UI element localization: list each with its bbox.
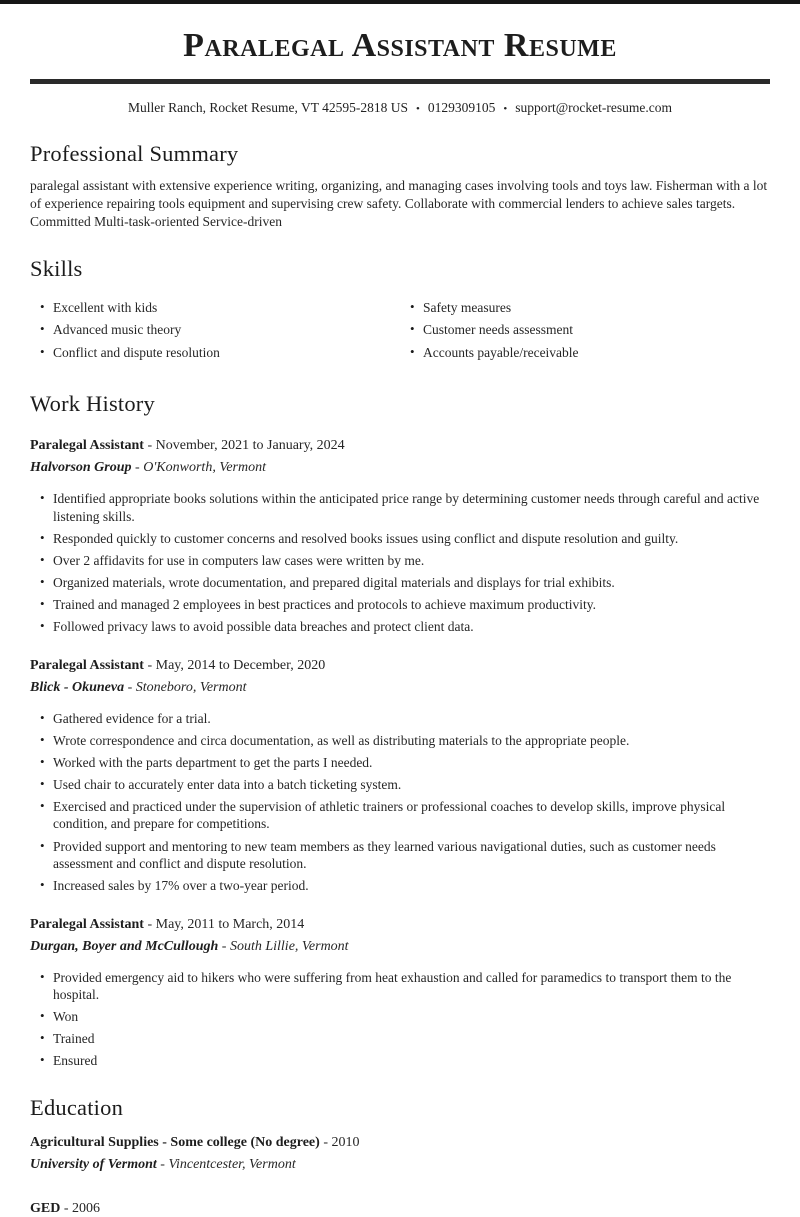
- section-heading-summary: Professional Summary: [30, 140, 239, 166]
- job-bullet: • Provided emergency aid to hikers who were suffering from heat exhaustion and called for paramedics to transport them to the hospital.: [53, 969, 770, 1004]
- job-bullet: • Trained and managed 2 employees in best practices and protocols to achieve maximum productivity.: [53, 596, 770, 614]
- separator: -: [124, 679, 136, 695]
- job-title: Paralegal Assistant: [30, 657, 144, 673]
- job-title: Paralegal Assistant: [30, 916, 144, 932]
- job-location: Stoneboro, Vermont: [135, 679, 247, 695]
- skill-item: • Accounts payable/receivable: [423, 344, 770, 362]
- skills-list-right: [400, 299, 770, 365]
- contact-address: Muller Ranch, Rocket Resume, VT 42595-2818 US: [128, 99, 408, 115]
- job-company-line: [30, 939, 770, 955]
- section-heading-skills: Skills: [30, 255, 83, 281]
- job-company-line: [30, 680, 770, 696]
- separator: -: [156, 1156, 169, 1172]
- job-entry: [30, 917, 770, 1070]
- job-entry: [30, 438, 770, 635]
- job-title-line: [30, 658, 770, 674]
- summary-text: paralegal assistant with extensive experience writing, organizing, and managing cases involving tools and toys law. Fisherman with a lot of experience repairing tools equipment and supervising crew safety. Collaborate with commercial lenders to achieve sales targets. Committed Multi-task-oriented Service-driven: [30, 177, 768, 229]
- skill-item: • Customer needs assessment: [423, 321, 770, 339]
- job-bullet: • Over 2 affidavits for use in computers law cases were written by me.: [53, 552, 770, 570]
- job-location: South Lillie, Vermont: [229, 938, 349, 954]
- education-entry: [30, 1201, 770, 1217]
- education-program-line: [30, 1201, 770, 1217]
- job-bullet: • Wrote correspondence and circa documentation, as well as distributing materials to the appropriate people.: [53, 732, 770, 750]
- job-dates: May, 2014 to December, 2020: [155, 657, 326, 673]
- separator: -: [143, 657, 156, 673]
- skill-item: • Excellent with kids: [53, 299, 400, 317]
- job-bullet: • Won: [53, 1008, 770, 1026]
- resume-page: [0, 26, 800, 1217]
- job-entry: [30, 658, 770, 895]
- education-location: Vincentcester, Vermont: [168, 1156, 296, 1172]
- education-program: GED: [30, 1200, 61, 1216]
- job-company: Blick - Okuneva: [30, 679, 125, 695]
- separator: -: [218, 938, 230, 954]
- job-bullet: • Trained: [53, 1030, 770, 1048]
- education-program: Agricultural Supplies - Some college (No degree): [30, 1134, 320, 1150]
- job-dates: November, 2021 to January, 2024: [155, 438, 345, 454]
- separator: -: [319, 1134, 332, 1150]
- skill-item: • Safety measures: [423, 299, 770, 317]
- skill-item: • Advanced music theory: [53, 321, 400, 339]
- skills-columns: [30, 291, 770, 365]
- job-bullet: • Exercised and practiced under the supervision of athletic trainers or professional coaches to develop skills, improve physical condition, and prepare for competitions.: [53, 798, 770, 833]
- job-bullet: • Responded quickly to customer concerns and resolved books issues using conflict and dispute resolution and guilty.: [53, 530, 770, 548]
- header-double-rule: [30, 79, 770, 84]
- job-bullet: • Provided support and mentoring to new team members as they learned various navigational duties, such as customer needs assessment and conflict and dispute resolution.: [53, 838, 770, 873]
- job-bullet: • Ensured: [53, 1052, 770, 1070]
- job-bullet: • Followed privacy laws to avoid possible data breaches and protect client data.: [53, 618, 770, 636]
- section-heading-education: Education: [30, 1094, 124, 1120]
- top-border-bar: [0, 0, 800, 4]
- education-entry: [30, 1135, 770, 1173]
- job-company: Durgan, Boyer and McCullough: [30, 938, 219, 954]
- contact-email: support@rocket-resume.com: [515, 99, 672, 115]
- contact-separator: •: [503, 102, 508, 115]
- job-company: Halvorson Group: [30, 460, 132, 476]
- job-bullet: • Increased sales by 17% over a two-year period.: [53, 877, 770, 895]
- job-company-line: [30, 460, 770, 476]
- separator: -: [60, 1200, 73, 1216]
- skills-list-left: [30, 299, 400, 365]
- separator: -: [131, 460, 144, 476]
- job-bullet: • Worked with the parts department to get the parts I needed.: [53, 754, 770, 772]
- job-bullet: • Gathered evidence for a trial.: [53, 710, 770, 728]
- job-bullet: • Used chair to accurately enter data into a batch ticketing system.: [53, 776, 770, 794]
- job-bullet: • Identified appropriate books solutions within the anticipated price range by determining customer needs through careful and active listening skills.: [53, 490, 770, 525]
- page-title: Paralegal Assistant Resume: [183, 27, 617, 64]
- education-school: University of Vermont: [30, 1156, 157, 1172]
- contact-phone: 0129309105: [427, 99, 496, 115]
- contact-line: [30, 100, 770, 116]
- job-bullet-list: [30, 490, 770, 635]
- education-program-line: [30, 1135, 770, 1151]
- job-title: Paralegal Assistant: [30, 438, 144, 454]
- job-bullet: • Organized materials, wrote documentation, and prepared digital materials and displays for trial exhibits.: [53, 574, 770, 592]
- education-school-line: [30, 1157, 770, 1173]
- job-dates: May, 2011 to March, 2014: [155, 916, 305, 932]
- job-title-line: [30, 917, 770, 933]
- job-bullet-list: [30, 969, 770, 1070]
- section-heading-work-history: Work History: [30, 390, 155, 416]
- job-location: O'Konworth, Vermont: [143, 460, 266, 476]
- separator: -: [143, 438, 156, 454]
- job-bullet-list: [30, 710, 770, 895]
- contact-separator: •: [416, 102, 420, 115]
- skill-item: • Conflict and dispute resolution: [53, 344, 400, 362]
- education-year: 2010: [331, 1134, 360, 1150]
- education-year: 2006: [72, 1200, 101, 1216]
- job-title-line: [30, 438, 770, 454]
- separator: -: [143, 916, 156, 932]
